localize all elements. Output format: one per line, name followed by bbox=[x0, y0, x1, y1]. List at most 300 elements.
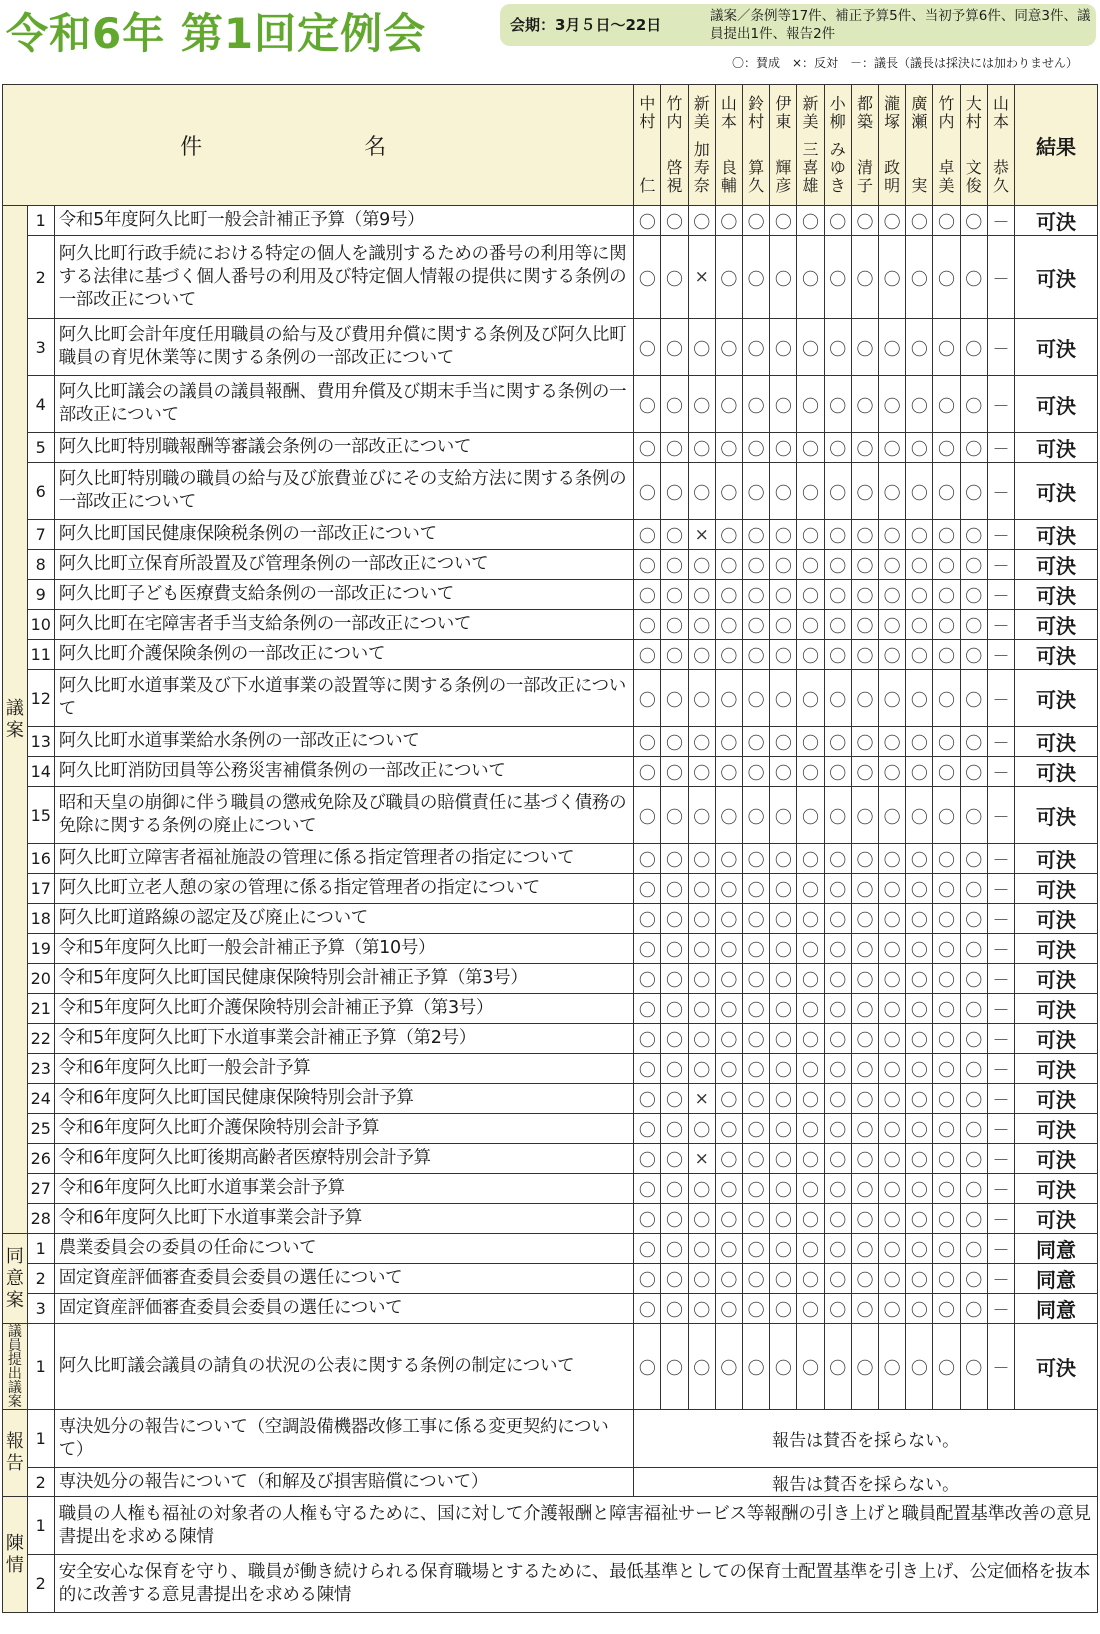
vote-cell: 〇 bbox=[824, 727, 851, 757]
vote-cell: 〇 bbox=[688, 1264, 715, 1294]
vote-cell: 〇 bbox=[770, 964, 797, 994]
vote-cell: 〇 bbox=[743, 550, 770, 580]
item-name: 阿久比町議会議員の請負の状況の公表に関する条例の制定について bbox=[54, 1324, 634, 1410]
vote-cell: 〇 bbox=[743, 670, 770, 727]
vote-cell: 〇 bbox=[688, 727, 715, 757]
vote-cell: 〇 bbox=[933, 670, 960, 727]
vote-cell: 〇 bbox=[797, 1144, 824, 1174]
vote-cell: 〇 bbox=[770, 1204, 797, 1234]
item-name: 阿久比町議会の議員の議員報酬、費用弁償及び期末手当に関する条例の一部改正について bbox=[54, 376, 634, 433]
vote-cell: 〇 bbox=[797, 1264, 824, 1294]
vote-cell: 〇 bbox=[824, 1324, 851, 1410]
result-cell: 可決 bbox=[1015, 580, 1098, 610]
item-name: 安全安心な保育を守り、職員が働き続けられる保育職場とするために、最低基準としての保育士配置基準を引き上げ、公定価格を抜本的に改善する意見書提出を求める陳情 bbox=[54, 1555, 1097, 1613]
vote-cell: 〇 bbox=[634, 376, 661, 433]
vote-cell: 〇 bbox=[879, 670, 906, 727]
vote-cell: 〇 bbox=[661, 787, 688, 844]
vote-cell: × bbox=[688, 236, 715, 319]
vote-cell: × bbox=[688, 1144, 715, 1174]
member-header bbox=[688, 85, 715, 206]
table-row bbox=[3, 1024, 1098, 1054]
item-number: 2 bbox=[27, 1264, 54, 1294]
vote-cell: 〇 bbox=[715, 964, 742, 994]
vote-cell: 〇 bbox=[715, 520, 742, 550]
item-name: 令和6年度阿久比町水道事業会計予算 bbox=[54, 1174, 634, 1204]
vote-cell: 〇 bbox=[797, 844, 824, 874]
vote-cell: 〇 bbox=[715, 1024, 742, 1054]
vote-cell: 〇 bbox=[824, 1174, 851, 1204]
vote-cell: 〇 bbox=[688, 580, 715, 610]
item-name: 阿久比町水道事業及び下水道事業の設置等に関する条例の一部改正について bbox=[54, 670, 634, 727]
no-vote-note: 報告は賛否を採らない。 bbox=[634, 1468, 1098, 1497]
vote-cell: 〇 bbox=[743, 1294, 770, 1324]
vote-cell: 〇 bbox=[824, 1024, 851, 1054]
item-number: 21 bbox=[27, 994, 54, 1024]
vote-cell: 〇 bbox=[743, 1084, 770, 1114]
item-name: 阿久比町会計年度任用職員の給与及び費用弁償に関する条例及び阿久比町職員の育児休業等に関する条例の一部改正について bbox=[54, 319, 634, 376]
result-cell: 可決 bbox=[1015, 787, 1098, 844]
item-number: 27 bbox=[27, 1174, 54, 1204]
vote-cell: 〇 bbox=[634, 904, 661, 934]
vote-cell: 〇 bbox=[797, 319, 824, 376]
item-number: 19 bbox=[27, 934, 54, 964]
result-cell: 可決 bbox=[1015, 236, 1098, 319]
vote-cell: 〇 bbox=[879, 1114, 906, 1144]
vote-cell: 〇 bbox=[770, 640, 797, 670]
member-family-name: 瀧塚 bbox=[884, 94, 901, 131]
vote-cell: 〇 bbox=[634, 934, 661, 964]
table-row bbox=[3, 994, 1098, 1024]
table-row bbox=[3, 964, 1098, 994]
vote-cell: － bbox=[987, 670, 1014, 727]
table-row bbox=[3, 580, 1098, 610]
vote-cell: 〇 bbox=[933, 1234, 960, 1264]
table-row bbox=[3, 236, 1098, 319]
vote-cell: 〇 bbox=[906, 463, 933, 520]
vote-cell: － bbox=[987, 376, 1014, 433]
member-given-name: 啓視 bbox=[666, 158, 683, 195]
vote-cell: 〇 bbox=[715, 236, 742, 319]
vote-cell: 〇 bbox=[824, 319, 851, 376]
vote-cell: 〇 bbox=[715, 1234, 742, 1264]
vote-cell: 〇 bbox=[824, 1144, 851, 1174]
vote-cell: － bbox=[987, 520, 1014, 550]
header-item-name: 件 名 bbox=[3, 85, 634, 206]
item-number: 8 bbox=[27, 550, 54, 580]
item-name: 固定資産評価審査委員会委員の選任について bbox=[54, 1294, 634, 1324]
vote-cell: － bbox=[987, 1324, 1014, 1410]
vote-cell: 〇 bbox=[661, 1054, 688, 1084]
vote-cell: 〇 bbox=[851, 206, 878, 236]
session-term: 会期：3月５日〜22日 bbox=[510, 16, 662, 34]
vote-cell: 〇 bbox=[743, 1144, 770, 1174]
item-name: 阿久比町行政手続における特定の個人を識別するための番号の利用等に関する法律に基づく個人番号の利用及び特定個人情報の提供に関する条例の一部改正について bbox=[54, 236, 634, 319]
vote-cell: 〇 bbox=[851, 934, 878, 964]
item-name: 専決処分の報告について（空調設備機器改修工事に係る変更契約について） bbox=[54, 1410, 634, 1468]
vote-cell: 〇 bbox=[770, 904, 797, 934]
vote-cell: 〇 bbox=[797, 904, 824, 934]
vote-cell: 〇 bbox=[851, 844, 878, 874]
vote-cell: 〇 bbox=[851, 1324, 878, 1410]
vote-cell: 〇 bbox=[879, 1264, 906, 1294]
vote-cell: 〇 bbox=[960, 994, 987, 1024]
vote-cell: 〇 bbox=[661, 610, 688, 640]
member-header bbox=[879, 85, 906, 206]
result-cell: 可決 bbox=[1015, 670, 1098, 727]
vote-cell: 〇 bbox=[797, 1324, 824, 1410]
vote-cell: 〇 bbox=[933, 319, 960, 376]
session-info-box bbox=[500, 4, 1096, 46]
result-cell: 可決 bbox=[1015, 1204, 1098, 1234]
result-cell: 可決 bbox=[1015, 757, 1098, 787]
item-number: 11 bbox=[27, 640, 54, 670]
vote-cell: 〇 bbox=[851, 463, 878, 520]
vote-cell: － bbox=[987, 727, 1014, 757]
vote-cell: 〇 bbox=[879, 934, 906, 964]
item-name: 阿久比町子ども医療費支給条例の一部改正について bbox=[54, 580, 634, 610]
vote-cell: － bbox=[987, 904, 1014, 934]
vote-cell: 〇 bbox=[906, 1024, 933, 1054]
vote-cell: 〇 bbox=[715, 433, 742, 463]
vote-cell: 〇 bbox=[715, 1204, 742, 1234]
item-number: 25 bbox=[27, 1114, 54, 1144]
vote-cell: 〇 bbox=[906, 727, 933, 757]
vote-cell: 〇 bbox=[688, 874, 715, 904]
vote-cell: 〇 bbox=[797, 376, 824, 433]
vote-cell: 〇 bbox=[933, 1324, 960, 1410]
vote-cell: 〇 bbox=[879, 206, 906, 236]
vote-cell: 〇 bbox=[715, 550, 742, 580]
item-name: 阿久比町特別職の職員の給与及び旅費並びにその支給方法に関する条例の一部改正について bbox=[54, 463, 634, 520]
vote-cell: 〇 bbox=[851, 580, 878, 610]
vote-cell: 〇 bbox=[743, 787, 770, 844]
vote-cell: 〇 bbox=[851, 874, 878, 904]
vote-cell: 〇 bbox=[770, 463, 797, 520]
vote-cell: 〇 bbox=[770, 376, 797, 433]
vote-cell: 〇 bbox=[770, 874, 797, 904]
member-given-name: 算久 bbox=[748, 158, 765, 195]
vote-cell: 〇 bbox=[634, 757, 661, 787]
vote-cell: 〇 bbox=[960, 433, 987, 463]
member-family-name: 竹内 bbox=[938, 94, 955, 131]
vote-cell: 〇 bbox=[797, 1204, 824, 1234]
vote-cell: 〇 bbox=[688, 319, 715, 376]
table-row bbox=[3, 433, 1098, 463]
item-name: 固定資産評価審査委員会委員の選任について bbox=[54, 1264, 634, 1294]
member-family-name: 大村 bbox=[965, 94, 982, 131]
vote-cell: 〇 bbox=[634, 670, 661, 727]
vote-cell: 〇 bbox=[960, 874, 987, 904]
vote-cell: 〇 bbox=[851, 787, 878, 844]
item-number: 17 bbox=[27, 874, 54, 904]
member-family-name: 新美 bbox=[802, 94, 819, 131]
item-number: 1 bbox=[27, 1324, 54, 1410]
table-row bbox=[3, 376, 1098, 433]
vote-cell: 〇 bbox=[906, 964, 933, 994]
vote-cell: 〇 bbox=[906, 1234, 933, 1264]
vote-cell: 〇 bbox=[906, 376, 933, 433]
member-given-name: 卓美 bbox=[938, 158, 955, 195]
vote-cell: 〇 bbox=[906, 787, 933, 844]
vote-cell: 〇 bbox=[851, 1234, 878, 1264]
vote-cell: 〇 bbox=[770, 934, 797, 964]
vote-cell: 〇 bbox=[743, 1324, 770, 1410]
vote-cell: 〇 bbox=[661, 640, 688, 670]
vote-cell: 〇 bbox=[851, 994, 878, 1024]
item-name: 阿久比町立老人憩の家の管理に係る指定管理者の指定について bbox=[54, 874, 634, 904]
vote-cell: 〇 bbox=[715, 640, 742, 670]
member-given-name: みゆき bbox=[829, 140, 846, 195]
vote-cell: － bbox=[987, 463, 1014, 520]
vote-cell: 〇 bbox=[743, 520, 770, 550]
vote-cell: 〇 bbox=[743, 206, 770, 236]
vote-cell: 〇 bbox=[715, 1084, 742, 1114]
vote-cell: － bbox=[987, 1294, 1014, 1324]
vote-cell: 〇 bbox=[933, 520, 960, 550]
vote-cell: 〇 bbox=[824, 757, 851, 787]
vote-cell: 〇 bbox=[688, 964, 715, 994]
vote-cell: 〇 bbox=[824, 1084, 851, 1114]
vote-cell: 〇 bbox=[770, 1294, 797, 1324]
item-number: 28 bbox=[27, 1204, 54, 1234]
vote-cell: 〇 bbox=[715, 1144, 742, 1174]
result-cell: 可決 bbox=[1015, 1144, 1098, 1174]
vote-cell: 〇 bbox=[906, 319, 933, 376]
table-row bbox=[3, 1234, 1098, 1264]
vote-cell: 〇 bbox=[797, 463, 824, 520]
vote-cell: 〇 bbox=[688, 1114, 715, 1144]
member-header bbox=[661, 85, 688, 206]
vote-cell: 〇 bbox=[743, 904, 770, 934]
vote-cell: 〇 bbox=[824, 670, 851, 727]
member-family-name: 都築 bbox=[856, 94, 873, 131]
vote-cell: 〇 bbox=[879, 994, 906, 1024]
vote-cell: 〇 bbox=[851, 433, 878, 463]
result-cell: 可決 bbox=[1015, 1324, 1098, 1410]
member-header bbox=[634, 85, 661, 206]
vote-cell: 〇 bbox=[960, 1204, 987, 1234]
vote-cell: 〇 bbox=[906, 550, 933, 580]
vote-cell: 〇 bbox=[743, 433, 770, 463]
item-number: 1 bbox=[27, 1497, 54, 1555]
vote-cell: 〇 bbox=[960, 904, 987, 934]
vote-cell: － bbox=[987, 787, 1014, 844]
page-title: 令和6年 第1回定例会 bbox=[6, 9, 427, 58]
vote-cell: 〇 bbox=[879, 463, 906, 520]
item-name: 令和5年度阿久比町国民健康保険特別会計補正予算（第3号） bbox=[54, 964, 634, 994]
vote-cell: 〇 bbox=[851, 1084, 878, 1114]
item-name: 阿久比町道路線の認定及び廃止について bbox=[54, 904, 634, 934]
vote-cell: 〇 bbox=[743, 1264, 770, 1294]
vote-cell: 〇 bbox=[879, 520, 906, 550]
vote-cell: － bbox=[987, 1114, 1014, 1144]
vote-cell: 〇 bbox=[661, 463, 688, 520]
item-name: 令和6年度阿久比町一般会計予算 bbox=[54, 1054, 634, 1084]
item-name: 阿久比町在宅障害者手当支給条例の一部改正について bbox=[54, 610, 634, 640]
vote-cell: 〇 bbox=[879, 1234, 906, 1264]
vote-cell: 〇 bbox=[824, 934, 851, 964]
vote-cell: 〇 bbox=[879, 1324, 906, 1410]
vote-cell: － bbox=[987, 1204, 1014, 1234]
vote-cell: 〇 bbox=[879, 1204, 906, 1234]
vote-cell: － bbox=[987, 1054, 1014, 1084]
table-row bbox=[3, 844, 1098, 874]
result-cell: 可決 bbox=[1015, 844, 1098, 874]
vote-cell: 〇 bbox=[634, 1294, 661, 1324]
vote-cell: 〇 bbox=[661, 520, 688, 550]
vote-cell: 〇 bbox=[960, 1054, 987, 1084]
table-row bbox=[3, 670, 1098, 727]
vote-cell: － bbox=[987, 640, 1014, 670]
vote-cell: 〇 bbox=[770, 610, 797, 640]
vote-cell: 〇 bbox=[824, 787, 851, 844]
vote-cell: 〇 bbox=[906, 1324, 933, 1410]
result-cell: 可決 bbox=[1015, 1024, 1098, 1054]
item-number: 20 bbox=[27, 964, 54, 994]
vote-cell: 〇 bbox=[715, 934, 742, 964]
vote-cell: 〇 bbox=[906, 236, 933, 319]
vote-cell: 〇 bbox=[824, 904, 851, 934]
vote-cell: 〇 bbox=[688, 1324, 715, 1410]
vote-cell: 〇 bbox=[661, 670, 688, 727]
vote-cell: 〇 bbox=[960, 844, 987, 874]
vote-cell: － bbox=[987, 844, 1014, 874]
vote-cell: － bbox=[987, 319, 1014, 376]
vote-cell: 〇 bbox=[824, 433, 851, 463]
vote-cell: 〇 bbox=[960, 1114, 987, 1144]
vote-cell: 〇 bbox=[960, 236, 987, 319]
vote-cell: 〇 bbox=[743, 640, 770, 670]
vote-cell: 〇 bbox=[770, 206, 797, 236]
vote-cell: 〇 bbox=[960, 1324, 987, 1410]
vote-cell: 〇 bbox=[906, 580, 933, 610]
vote-cell: 〇 bbox=[960, 1234, 987, 1264]
vote-cell: 〇 bbox=[879, 1054, 906, 1084]
vote-cell: 〇 bbox=[770, 844, 797, 874]
table-row bbox=[3, 1264, 1098, 1294]
vote-cell: 〇 bbox=[688, 1174, 715, 1204]
vote-cell: 〇 bbox=[797, 670, 824, 727]
vote-cell: 〇 bbox=[824, 206, 851, 236]
vote-cell: 〇 bbox=[661, 1234, 688, 1264]
vote-cell: 〇 bbox=[879, 1024, 906, 1054]
table-row bbox=[3, 787, 1098, 844]
vote-cell: 〇 bbox=[634, 1144, 661, 1174]
vote-cell: 〇 bbox=[824, 964, 851, 994]
vote-cell: 〇 bbox=[688, 757, 715, 787]
vote-cell: 〇 bbox=[634, 610, 661, 640]
vote-cell: 〇 bbox=[634, 1204, 661, 1234]
vote-cell: 〇 bbox=[960, 640, 987, 670]
vote-cell: 〇 bbox=[824, 1234, 851, 1264]
vote-cell: 〇 bbox=[906, 1054, 933, 1084]
result-cell: 可決 bbox=[1015, 463, 1098, 520]
vote-cell: 〇 bbox=[743, 964, 770, 994]
vote-cell: 〇 bbox=[960, 757, 987, 787]
item-name: 令和5年度阿久比町一般会計補正予算（第10号） bbox=[54, 934, 634, 964]
vote-cell: 〇 bbox=[906, 1144, 933, 1174]
vote-cell: 〇 bbox=[933, 844, 960, 874]
table-row bbox=[3, 610, 1098, 640]
table-row bbox=[3, 520, 1098, 550]
vote-cell: 〇 bbox=[906, 433, 933, 463]
vote-cell: 〇 bbox=[743, 1174, 770, 1204]
vote-cell: 〇 bbox=[906, 1294, 933, 1324]
vote-cell: 〇 bbox=[715, 1294, 742, 1324]
table-row bbox=[3, 1497, 1098, 1555]
vote-cell: － bbox=[987, 964, 1014, 994]
member-family-name: 新美 bbox=[693, 94, 710, 131]
vote-cell: 〇 bbox=[715, 376, 742, 433]
vote-cell: 〇 bbox=[851, 550, 878, 580]
vote-cell: 〇 bbox=[851, 1144, 878, 1174]
vote-cell: 〇 bbox=[879, 610, 906, 640]
vote-cell: 〇 bbox=[797, 520, 824, 550]
vote-cell: 〇 bbox=[688, 206, 715, 236]
vote-cell: 〇 bbox=[743, 1234, 770, 1264]
table-row bbox=[3, 874, 1098, 904]
vote-cell: 〇 bbox=[770, 994, 797, 1024]
vote-cell: 〇 bbox=[661, 319, 688, 376]
vote-cell: － bbox=[987, 1024, 1014, 1054]
member-given-name: 三喜雄 bbox=[802, 140, 819, 195]
vote-cell: 〇 bbox=[879, 757, 906, 787]
member-header bbox=[824, 85, 851, 206]
vote-cell: 〇 bbox=[634, 964, 661, 994]
vote-cell: 〇 bbox=[743, 610, 770, 640]
vote-cell: 〇 bbox=[715, 787, 742, 844]
vote-cell: 〇 bbox=[715, 1114, 742, 1144]
vote-cell: 〇 bbox=[661, 994, 688, 1024]
item-name: 職員の人権も福祉の対象者の人権も守るために、国に対して介護報酬と障害福祉サービス等報酬の引き上げと職員配置基準改善の意見書提出を求める陳情 bbox=[54, 1497, 1097, 1555]
vote-cell: 〇 bbox=[634, 1234, 661, 1264]
vote-cell: 〇 bbox=[634, 1084, 661, 1114]
vote-cell: 〇 bbox=[688, 610, 715, 640]
section-label: 同意案 bbox=[3, 1234, 28, 1324]
vote-cell: 〇 bbox=[824, 1264, 851, 1294]
vote-cell: 〇 bbox=[797, 934, 824, 964]
vote-cell: 〇 bbox=[906, 1084, 933, 1114]
vote-cell: 〇 bbox=[688, 934, 715, 964]
vote-cell: 〇 bbox=[851, 964, 878, 994]
vote-cell: 〇 bbox=[715, 904, 742, 934]
vote-cell: 〇 bbox=[797, 433, 824, 463]
result-cell: 可決 bbox=[1015, 1054, 1098, 1084]
vote-cell: 〇 bbox=[933, 1264, 960, 1294]
item-number: 22 bbox=[27, 1024, 54, 1054]
vote-cell: 〇 bbox=[797, 727, 824, 757]
result-cell: 可決 bbox=[1015, 1114, 1098, 1144]
result-cell: 可決 bbox=[1015, 964, 1098, 994]
table-row bbox=[3, 904, 1098, 934]
item-name: 阿久比町水道事業給水条例の一部改正について bbox=[54, 727, 634, 757]
vote-cell: 〇 bbox=[797, 580, 824, 610]
result-cell: 可決 bbox=[1015, 610, 1098, 640]
result-cell: 同意 bbox=[1015, 1294, 1098, 1324]
vote-cell: 〇 bbox=[906, 206, 933, 236]
vote-cell: 〇 bbox=[851, 610, 878, 640]
vote-cell: 〇 bbox=[797, 1024, 824, 1054]
item-name: 阿久比町消防団員等公務災害補償条例の一部改正について bbox=[54, 757, 634, 787]
vote-cell: 〇 bbox=[743, 934, 770, 964]
vote-cell: 〇 bbox=[743, 580, 770, 610]
table-row bbox=[3, 1204, 1098, 1234]
agenda-summary: 議案／条例等17件、補正予算5件、当初予算6件、同意3件、議員提出1件、報告2件 bbox=[710, 8, 1091, 42]
vote-cell: 〇 bbox=[879, 376, 906, 433]
vote-cell: 〇 bbox=[661, 757, 688, 787]
vote-cell: 〇 bbox=[906, 874, 933, 904]
vote-cell: 〇 bbox=[933, 206, 960, 236]
